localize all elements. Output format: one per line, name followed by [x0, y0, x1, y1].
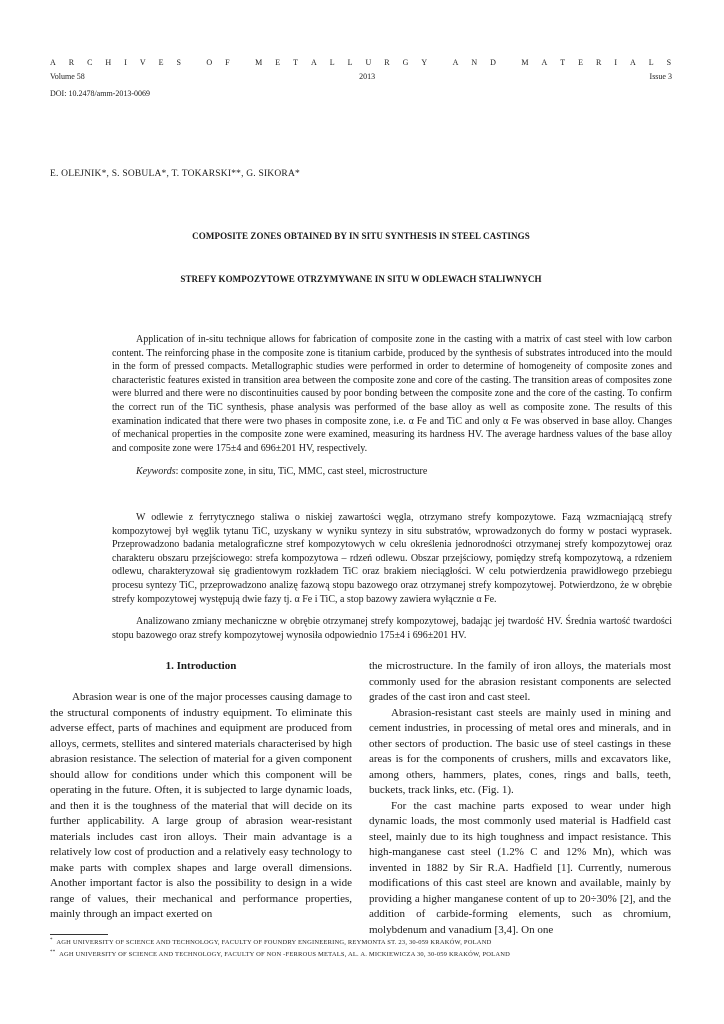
footnote-2 [50, 950, 510, 958]
journal-letter: N [471, 58, 478, 67]
title-english: COMPOSITE ZONES OBTAINED BY IN SITU SYNTHESIS IN STEEL CASTINGS [192, 231, 530, 241]
journal-letter: R [384, 58, 391, 67]
journal-letter: R [68, 58, 75, 67]
journal-letter: O [206, 58, 213, 67]
footnote-2-mark: ** [50, 950, 56, 955]
journal-letter: A [629, 58, 637, 67]
journal-letter: T [293, 58, 299, 67]
journal-letter: T [560, 58, 566, 67]
intro-paragraph-3: For the cast machine parts exposed to wear under high dynamic loads, the most commonly used material is Hadfield cast steel, mainly due to its high toughness and impact resistance. This high-manganese cast steel (1.2% C and 12% Mn), which was invented in 1882 by Sir R.A. Hadfield [1]. Currently, numerous modifications of this cast steel are known and available, mainly by providing a higher manganese content of up to 20÷30% [2], and the addition of carbide-forming elements, such as chromium, molybdenum and vanadium [3,4]. On one [369, 799, 671, 936]
volume-label: Volume 58 [50, 72, 85, 81]
footnote-1 [50, 938, 491, 946]
footnote-1-mark: * [50, 938, 53, 943]
journal-letter: C [87, 58, 93, 67]
footnote-2-text: AGH UNIVERSITY OF SCIENCE AND TECHNOLOGY, FACULTY OF NON -FERROUS METALS, AL. A. MICKIEWICZA 30, 30-059 KRAKÓW, POLAND [59, 951, 511, 959]
keywords-label: Keywords [136, 466, 176, 477]
issue-meta [50, 72, 672, 81]
journal-letter: L [648, 58, 655, 67]
intro-paragraph-2: Abrasion-resistant cast steels are mainly used in mining and cement industries, in processing of metal ores and minerals, and in other sectors of production. The basic use of steel castings in these areas is for the components of crushers, mills and excavators like, among others, hammers, plates, cones, rings and balls, teeth, buckets, track links, etc. (Fig. 1). [369, 706, 671, 796]
keywords [136, 466, 427, 477]
journal-letter: S [176, 58, 182, 67]
journal-letter: R [595, 58, 602, 67]
authors: E. OLEJNIK*, S. SOBULA*, T. TOKARSKI**, G. SIKORA* [50, 169, 300, 179]
journal-letter: L [329, 58, 336, 67]
issue-label: Issue 3 [649, 72, 672, 81]
journal-letter: V [139, 58, 147, 67]
journal-letter: H [105, 58, 112, 67]
journal-letter: M [521, 58, 529, 67]
keywords-text: : composite zone, in situ, TiC, MMC, cast steel, microstructure [175, 466, 428, 477]
journal-letter: Y [421, 58, 428, 67]
footnote-1-text: AGH UNIVERSITY OF SCIENCE AND TECHNOLOGY, FACULTY OF FOUNDRY ENGINEERING, REYMONTA ST. 23, 30-059 KRAKÓW, POLAND [56, 939, 492, 947]
journal-letter: E [158, 58, 164, 67]
right-column [369, 659, 671, 938]
section-heading-introduction: 1. Introduction [165, 660, 237, 672]
journal-name [50, 58, 672, 67]
abstract-english: Application of in-situ technique allows for fabrication of composite zone in the casting with a matrix of cast steel with low carbon content. The reinforcing phase in the composite zone is titanium carbide, produced by the synthesis of substrates introduced into the mould in the form of pressed compacts. Metallographic studies were performed in order to determine of homogeneity of composite zones and characteristic features existed in transition area between the composite zone and core of the casting. The transition areas of composites zone were blurred and there were no discontinuities caused by poor bonding between the composite zone and the core of the casting. To confirm the correct run of the TiC synthesis, phase analysis was performed of the base alloy as well as composite zone. The results of this examination indicated that there were two phases in composite zone, i.e. α Fe and TiC and only α Fe was observed in base alloy. Changes of mechanical properties in the composite zone were examined, measuring its hardness HV. The average hardness values of the base alloy and composite zone were 175±4 and 696±201 HV, respectively. [112, 334, 672, 454]
abstract-polish-1: W odlewie z ferrytycznego staliwa o niskiej zawartości węgla, otrzymano strefy kompozytowe. Fazą wzmacniającą strefy kompozytowej był węglik tytanu TiC, uzyskany w wyniku syntezy in situ substratów, wprowadzonych do formy w postaci wyprasek. Przeprowadzono badania metalograficzne stref kompozytowych w celu określenia jednorodności otrzymanej strefy kompozytowej oraz charakteru obszaru przejściowego: strefa kompozytowa – rdzeń odlewu. Obszar przejściowy, pomiędzy strefą kompozytową, a rdzeniem odlewu, charakteryzował się gradientowym rozkładem TiC oraz brakiem nieciągłości. W celu potwierdzenia prawidłowego przebiegu procesu syntezy TiC, przeprowadzono analizę fazową stopu bazowego oraz otrzymanej strefy kompozytowej. Potwierdzono, że w obrębie strefy kompozytowej występują dwie fazy tj. α Fe i TiC, a stop bazowy zawiera wyłącznie α Fe. [112, 512, 672, 605]
title-polish: STREFY KOMPOZYTOWE OTRZYMYWANE IN SITU W ODLEWACH STALIWNYCH [180, 274, 542, 284]
footnote-rule [50, 934, 108, 935]
left-column [50, 690, 352, 923]
year-label: 2013 [359, 72, 376, 81]
journal-letter: S [666, 58, 672, 67]
journal-letter: E [578, 58, 584, 67]
journal-letter: G [402, 58, 409, 67]
journal-letter: A [310, 58, 318, 67]
journal-letter: L [347, 58, 353, 67]
journal-letter: D [490, 58, 497, 67]
intro-paragraph-continued: the microstructure. In the family of iron alloys, the materials most commonly used for the abrasion resistant components are selected grades of the cast iron and cast steel. [369, 660, 671, 703]
journal-letter: M [255, 58, 263, 67]
journal-letter: I [124, 58, 128, 67]
abstract-polish-2: Analizowano zmiany mechaniczne w obrębie otrzymanej strefy kompozytowej, badając jej twardość HV. Średnia wartość twardości stopu bazowego oraz strefy kompozytowej wynosiła odpowiednio 175±4 i 696±201 HV. [112, 616, 672, 641]
journal-letter: E [275, 58, 281, 67]
journal-letter: F [225, 58, 231, 67]
journal-letter: A [50, 58, 57, 67]
journal-letter: I [614, 58, 618, 67]
journal-letter: A [541, 58, 548, 67]
journal-letter: U [365, 58, 372, 67]
intro-paragraph-1: Abrasion wear is one of the major processes causing damage to the structural components of industry equipment. To eliminate this adverse effect, parts of machines and equipment are produced from alloys, cermets, stellites and sintered materials characterised by high abrasion resistance. The selection of material for a given component should allow for conditions under which this component will be operating in the future. Often, it is subjected to large dynamic loads, and then it is the toughness of the material that will decide on its further applicability. A large group of abrasion wear-resistant materials includes cast iron alloys. Their main advantage is a relatively low cost of production and a relatively easy technology to make parts with complex shapes and large overall dimensions. Another important factor is also the possibility to design in a wide range of values, their mechanical and performance properties, mainly through an impact exerted on [50, 691, 352, 920]
doi: DOI: 10.2478/amm-2013-0069 [50, 89, 150, 98]
journal-letter: A [452, 58, 459, 67]
